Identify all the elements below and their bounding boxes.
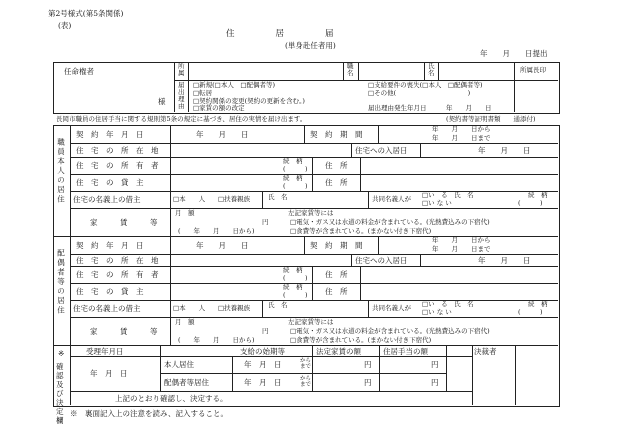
footer-note: ※ 裏面記入上の注意を読み、記入すること。 — [70, 409, 228, 418]
notice-text: 長岡市職員の住居手当に関する規則第5条の規定に基づき、居住の実情を届け出ます。 — [56, 115, 307, 123]
nameholder-honnin[interactable]: □本 人 — [173, 195, 206, 203]
kikan-from[interactable]: 年 月 日から — [432, 125, 491, 133]
joint-inai[interactable]: □い な い — [422, 199, 452, 207]
sp-owner-label: 住 宅 の 所 有 者 — [76, 270, 159, 279]
reason-contract-change[interactable]: □契約関係の変更(契約の更新を含む。) — [193, 97, 305, 105]
shimei-label: 氏名 — [428, 62, 435, 77]
yachin-note2[interactable]: □電気・ガス又は水道の料金が含まれている。(光熱費込みの下宿代) — [290, 218, 490, 226]
reason-rent-change[interactable]: □家賃の額の改定 — [193, 104, 245, 112]
sp-lender-zokugara: 続 柄 — [283, 283, 303, 291]
sp-address-label: 住 宅 の 所 在 地 — [76, 256, 159, 265]
owner-label: 住 宅 の 所 有 者 — [76, 161, 159, 170]
honnin-kara-made: から まで — [300, 358, 312, 370]
yachin-label: 家 賃 等 — [90, 218, 158, 227]
todoke-reason-label: 届出理由 — [178, 81, 185, 110]
yachin-note3[interactable]: □食費等が含まれている。(まかない付き下宿代) — [290, 227, 432, 235]
kessai-label: 決裁者 — [474, 347, 497, 356]
form-number: 第2号様式(第5条関係) — [48, 9, 124, 18]
sp-joint-label: 共同名義人が — [372, 304, 411, 312]
sp-owner-zokugara: 続 柄 — [283, 266, 303, 274]
sp-joint-paren: ( ) — [518, 308, 543, 316]
sp-kikan-to[interactable]: 年 月 日まで — [432, 245, 491, 253]
form-subtitle: (単身赴任者用) — [285, 41, 336, 50]
move-in-date[interactable]: 年 月 日 — [478, 146, 531, 155]
sama-label: 様 — [158, 97, 166, 106]
owner-zokugara: 続 柄 — [283, 157, 303, 165]
teate-label: 住居手当の額 — [383, 347, 428, 356]
owner-jusho: 住 所 — [325, 161, 348, 170]
sp-lender-paren: ( ) — [283, 291, 308, 299]
sp-owner-jusho: 住 所 — [325, 270, 348, 279]
confirm-kome: ※ — [58, 349, 65, 358]
sp-nameholder-shimei: 氏 名 — [268, 301, 288, 309]
spouse-start-value[interactable]: 年 月 日 — [244, 378, 282, 387]
submit-date: 年 月 日提出 — [480, 49, 548, 58]
sp-yachin-kara[interactable]: ( 年 月 日から) — [178, 336, 255, 344]
sp-move-in-label: 住宅への入居日 — [355, 256, 408, 265]
sp-keiyaku-date-value[interactable]: 年 月 日 — [196, 241, 249, 250]
joint-iru[interactable]: □い る 氏 名 — [422, 191, 474, 199]
shikyu-start-label: 支給の始期等 — [240, 347, 285, 356]
owner-paren: ( ) — [283, 165, 308, 173]
sp-yachin-note1: 左記家賃等には — [288, 318, 334, 326]
honnin-hotei-en: 円 — [364, 360, 372, 369]
keiyaku-kikan-label: 契 約 期 間 — [310, 130, 363, 139]
kikan-to[interactable]: 年 月 日まで — [432, 134, 491, 142]
honnin-kyoju-label: 本人居住 — [164, 360, 194, 369]
sp-yachin-en: 円 — [262, 327, 269, 335]
cert-note: (契約書等証明書類 通添付) — [446, 115, 536, 123]
lender-paren: ( ) — [283, 182, 308, 190]
sp-joint-inai[interactable]: □い な い — [422, 308, 452, 316]
form-title: 住 居 届 — [226, 29, 342, 39]
keiyaku-date-value[interactable]: 年 月 日 — [196, 130, 249, 139]
honnin-teate-en: 円 — [431, 360, 439, 369]
sp-nameholder-fuyo[interactable]: □扶養親族 — [218, 304, 251, 312]
sp-yachin-label: 家 賃 等 — [90, 327, 158, 336]
yachin-en: 円 — [262, 218, 269, 226]
sp-keiyaku-date-label: 契 約 年 月 日 — [76, 241, 144, 250]
shozoku-label: 所属 — [178, 62, 185, 77]
sp-joint-iru[interactable]: □い る 氏 名 — [422, 300, 474, 308]
joint-zokugara: 続 柄 — [528, 191, 548, 199]
nameholder-label: 住宅の名義上の借主 — [73, 195, 141, 204]
sp-move-in-date[interactable]: 年 月 日 — [478, 256, 531, 265]
sp-lender-jusho: 住 所 — [325, 287, 348, 296]
lender-zokugara: 続 柄 — [283, 174, 303, 182]
yachin-note1: 左記家賃等には — [288, 209, 334, 217]
reason-loss[interactable]: □支給要件の喪失(□本人 □配偶者等) — [368, 81, 483, 89]
sp-kikan-from[interactable]: 年 月 日から — [432, 236, 491, 244]
sp-lender-label: 住 宅 の 貸 主 — [76, 287, 144, 296]
confirm-label: 確認及び決定欄 — [56, 362, 64, 425]
move-in-label: 住宅への入居日 — [355, 146, 408, 155]
shokumei-label: 職名 — [347, 62, 354, 77]
reason-other[interactable]: □その他( ) — [368, 89, 471, 97]
reason-date: 届出理由発生年月日 年 月 日 — [368, 104, 492, 112]
sp-yachin-note2[interactable]: □電気・ガス又は水道の料金が含まれている。(光熱費込みの下宿代) — [290, 327, 490, 335]
yachin-getsugaku: 月 額 — [175, 209, 195, 217]
ninmeisha-label: 任命権者 — [64, 67, 94, 76]
sp-owner-paren: ( ) — [283, 274, 308, 282]
reason-move[interactable]: □転居 — [193, 89, 213, 97]
spouse-kyoju-label: 配偶者等居住 — [164, 378, 209, 387]
sp-joint-zokugara: 続 柄 — [528, 300, 548, 308]
yachin-kara[interactable]: ( 年 月 日から) — [178, 227, 255, 235]
form-side: (表) — [58, 21, 72, 30]
receipt-date-value[interactable]: 年 月 日 — [90, 369, 128, 378]
keiyaku-date-label: 契 約 年 月 日 — [76, 130, 144, 139]
section-self-label: 職員本人の居住 — [56, 138, 66, 205]
spouse-hotei-en: 円 — [364, 378, 372, 387]
honnin-start-value[interactable]: 年 月 日 — [244, 360, 282, 369]
sp-yachin-getsugaku: 月 額 — [175, 318, 195, 326]
sp-nameholder-label: 住宅の名義上の借主 — [73, 304, 141, 313]
receipt-date-label: 受理年月日 — [86, 347, 124, 356]
sp-yachin-note3[interactable]: □食費等が含まれている。(まかない付き下宿代) — [290, 336, 432, 344]
shozoku-in-label: 所属長印 — [520, 66, 546, 74]
hotei-label: 法定家賃の額 — [316, 347, 361, 356]
sp-keiyaku-kikan-label: 契 約 期 間 — [310, 241, 363, 250]
nameholder-fuyo[interactable]: □扶養親族 — [218, 195, 251, 203]
spouse-teate-en: 円 — [431, 378, 439, 387]
reason-new[interactable]: □新規(□本人 □配偶者等) — [193, 81, 275, 89]
joint-label: 共同名義人が — [372, 195, 411, 203]
joint-paren: ( ) — [518, 199, 543, 207]
lender-jusho: 住 所 — [325, 178, 348, 187]
address-label: 住 宅 の 所 在 地 — [76, 146, 159, 155]
lender-label: 住 宅 の 貸 主 — [76, 178, 144, 187]
decided-text: 上記のとおり確認し、決定する。 — [115, 394, 228, 403]
section-spouse-label: 配偶者等の居住 — [56, 249, 66, 316]
spouse-kara-made: から まで — [300, 376, 312, 388]
sp-nameholder-honnin[interactable]: □本 人 — [173, 304, 206, 312]
nameholder-shimei: 氏 名 — [268, 193, 288, 201]
